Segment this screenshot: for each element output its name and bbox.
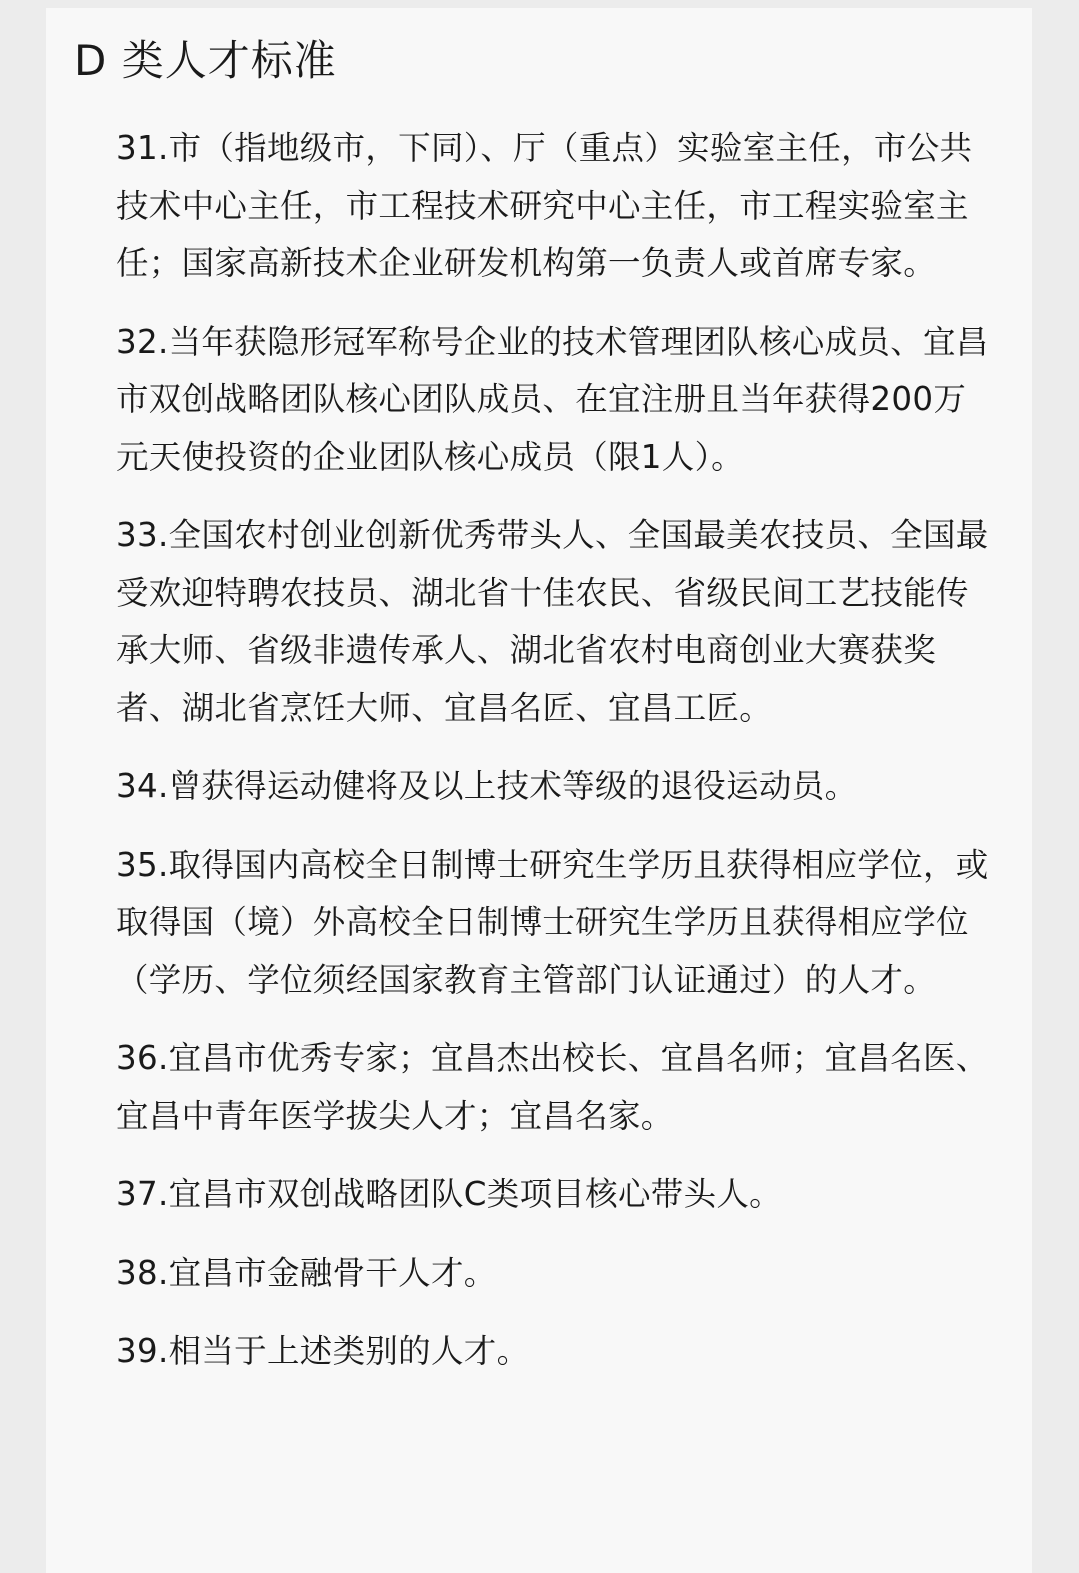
criteria-item-39: 39.相当于上述类别的人才。 — [116, 1332, 530, 1370]
criteria-item-38: 38.宜昌市金融骨干人才。 — [116, 1253, 497, 1292]
criteria-item-33: 33.全国农村创业创新优秀带头人、全国最美农技员、全国最受欢迎特聘农技员、湖北省十佳农民、省级民间工艺技能传承大师、省级非遗传承人、湖北省农村电商创业大赛获奖者、湖北省烹饪大师、宜昌名匠、宜昌工匠。 — [116, 516, 989, 727]
criteria-list — [116, 120, 996, 1402]
page-title: D 类人才标准 — [74, 36, 337, 85]
criteria-item-32: 32.当年获隐形冠军称号企业的技术管理团队核心成员、宜昌市双创战略团队核心团队成员、在宜注册且当年获得200万元天使投资的企业团队核心成员（限1人）。 — [116, 322, 989, 476]
criteria-item-37: 37.宜昌市双创战略团队C类项目核心带头人。 — [116, 1175, 782, 1213]
criteria-item-31: 31.市（指地级市，下同）、厅（重点）实验室主任，市公共技术中心主任，市工程技术研究中心主任，市工程实验室主任；国家高新技术企业研发机构第一负责人或首席专家。 — [116, 129, 973, 282]
criteria-item-36: 36.宜昌市优秀专家；宜昌杰出校长、宜昌名师；宜昌名医、宜昌中青年医学拔尖人才；宜昌名家。 — [116, 1039, 989, 1135]
criteria-item-35: 35.取得国内高校全日制博士研究生学历且获得相应学位，或取得国（境）外高校全日制博士研究生学历且获得相应学位（学历、学位须经国家教育主管部门认证通过）的人才。 — [116, 845, 989, 999]
criteria-item-34: 34.曾获得运动健将及以上技术等级的退役运动员。 — [116, 767, 858, 805]
